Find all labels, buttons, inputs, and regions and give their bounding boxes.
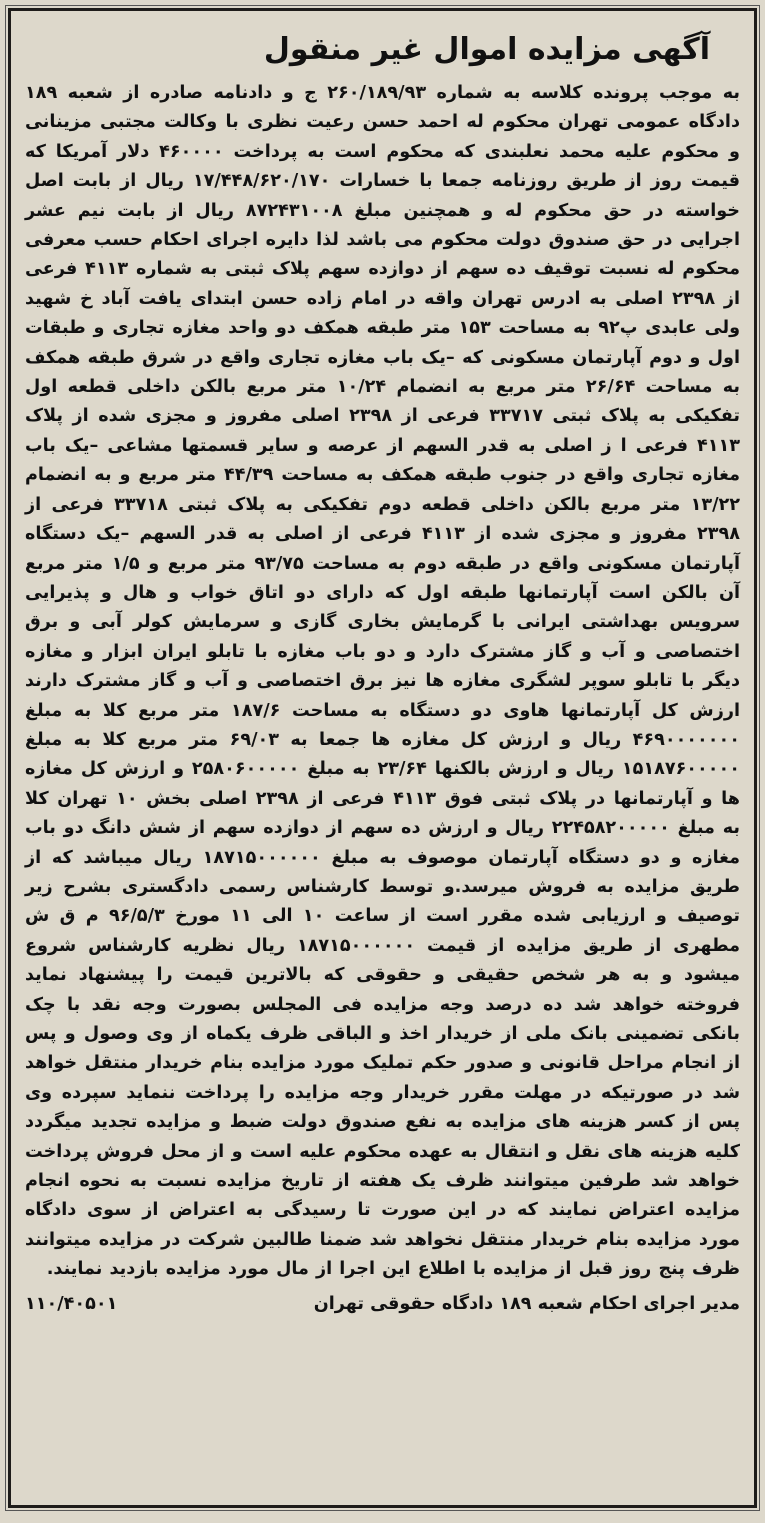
notice-body: به موجب پرونده کلاسه به شماره ۲۶۰/۱۸۹/۹۳ ج و دادنامه صادره از شعبه ۱۸۹ دادگاه عمومی تهران محکوم له احمد حسن رعیت نظری با وکالت مجتبی مزینانی و محکوم علیه محمد نعلبندی که محکوم است به پرداخت ۴۶۰۰۰۰ دلار آمریکا که قیمت روز از طریق روزنامه جمعا با خسارات ۱۷/۴۴۸/۶۲۰/۱۷۰ ریال از بابت اصل خواسته در حق محکوم له و همچنین مبلغ ۸۷۲۴۳۱۰۰۸ ریال از بابت نیم عشر اجرایی در حق صندوق دولت محکوم می باشد لذا دایره اجرای احکام حسب معرفی محکوم له نسبت توقیف ده سهم از دوازده سهم پلاک ثبتی به شماره ۴۱۱۳ فرعی از ۲۳۹۸ اصلی به ادرس تهران واقه در امام زاده حسن ابتدای یافت آباد خ شهید ولی عابدی پ۹۲ به مساحت ۱۵۳ متر طبقه همکف دو واحد مغازه تجاری و طبقات اول و دوم آپارتمان مسکونی که –یک باب مغازه تجاری واقع در شرق طبقه همکف به مساحت ۲۶/۶۴ متر مربع به انضمام ۱۰/۲۴ متر مربع بالکن داخلی قطعه اول تفکیکی به پلاک ثبتی ۳۳۷۱۷ فرعی از ۲۳۹۸ اصلی مفروز و مجزی شده از پلاک ۴۱۱۳ فرعی ا ز اصلی به قدر السهم از عرصه و سایر قسمتها مشاعی –یک باب مغازه تجاری واقع در جنوب طبقه همکف به مساحت ۴۴/۳۹ متر مربع و به انضمام ۱۳/۲۲ متر مربع بالکن داخلی قطعه دوم تفکیکی به پلاک ثبتی ۳۳۷۱۸ فرعی از ۲۳۹۸ مفروز و مجزی شده از ۴۱۱۳ فرعی از اصلی به قدر السهم –یک دستگاه آپارتمان مسکونی واقع در طبقه دوم به مساحت ۹۳/۷۵ متر مربع و ۱/۵ متر مربع آن بالکن است آپارتمانها طبقه اول که دارای دو اتاق خواب و هال و پذیرایی سرویس بهداشتی ایرانی با گرمایش بخاری گازی و سرمایش کولر آبی و برق اختصاصی و آب و گاز مشترک دارد و دو باب مغازه با تابلو ایران ابزار و مغازه دیگر با تابلو سوپر لشگری مغازه ها نیز برق اختصاصی و آب و گاز مشترک دارند ارزش کل آپارتمانها هاوی دو دستگاه به مساحت ۱۸۷/۶ متر مربع کلا به مبلغ ۴۶۹۰۰۰۰۰۰۰ ریال و ارزش کل مغازه ها جمعا به ۶۹/۰۳ متر مربع کلا به مبلغ ۱۵۱۸۷۶۰۰۰۰۰ ریال و ارزش بالکنها ۲۳/۶۴ به مبلغ ۲۵۸۰۶۰۰۰۰۰ و ارزش کل مغازه ها و آپارتمانها در پلاک ثبتی فوق ۴۱۱۳ فرعی از ۲۳۹۸ اصلی بخش ۱۰ تهران کلا به مبلغ ۲۲۴۵۸۲۰۰۰۰۰ ریال و ارزش ده سهم از دوازده سهم از شش دانگ دو باب مغازه و دو دستگاه آپارتمان موصوف به مبلغ ۱۸۷۱۵۰۰۰۰۰۰ ریال میباشد که از طریق مزایده به فروش میرسد.و توسط کارشناس رسمی دادگستری بشرح زیر توصیف و ارزیابی شده مقرر است از ساعت ۱۰ الی ۱۱ مورخ ۹۶/۵/۳ م ق ش مطهری از طریق مزایده از قیمت ۱۸۷۱۵۰۰۰۰۰۰ ریال نظریه کارشناس شروع میشود و به هر شخص حقیقی و حقوقی که بالاترین قیمت را پیشنهاد نماید فروخته خواهد شد ده درصد وجه مزایده فی المجلس بصورت وجه نقد با چک بانکی تضمینی بانک ملی از خریدار اخذ و الباقی ظرف یکماه از وی وصول و پس از انجام مراحل قانونی و صدور حکم تملیک مورد مزایده بنام خریدار منتقل خواهد شد در صورتیکه در مهلت مقرر خریدار وجه مزایده را پرداخت ننماید سپرده وی پس از کسر هزینه های مزایده به نفع صندوق دولت ضبط و مزایده تجدید میگردد کلیه هزینه های نقل و انتقال به عهده محکوم علیه است و از محل فروش پرداخت خواهد شد طرفین میتوانند ظرف یک هفته از تاریخ مزایده نسبت به نحوه انجام مزایده اعتراض نمایند که در این صورت تا رسیدگی به اعتراض از سوی دادگاه مورد مزایده بنام خریدار منتقل نخواهد شد ضمنا طالبین شرکت در مزایده میتوانند ظرف پنج روز قبل از مزایده با اطلاع این اجرا از مال مورد مزایده بازدید نمایند. xyxy=(25,83,741,1280)
notice-signature: مدیر اجرای احکام شعبه ۱۸۹ دادگاه حقوقی تهران xyxy=(313,1293,740,1314)
notice-reference-number: ۱۱۰/۴۰۵۰۱ xyxy=(25,1293,118,1314)
notice-footer xyxy=(25,1289,740,1319)
notice-border xyxy=(8,8,757,1508)
notice-title: آگهی مزایده اموال غیر منقول xyxy=(263,32,710,67)
